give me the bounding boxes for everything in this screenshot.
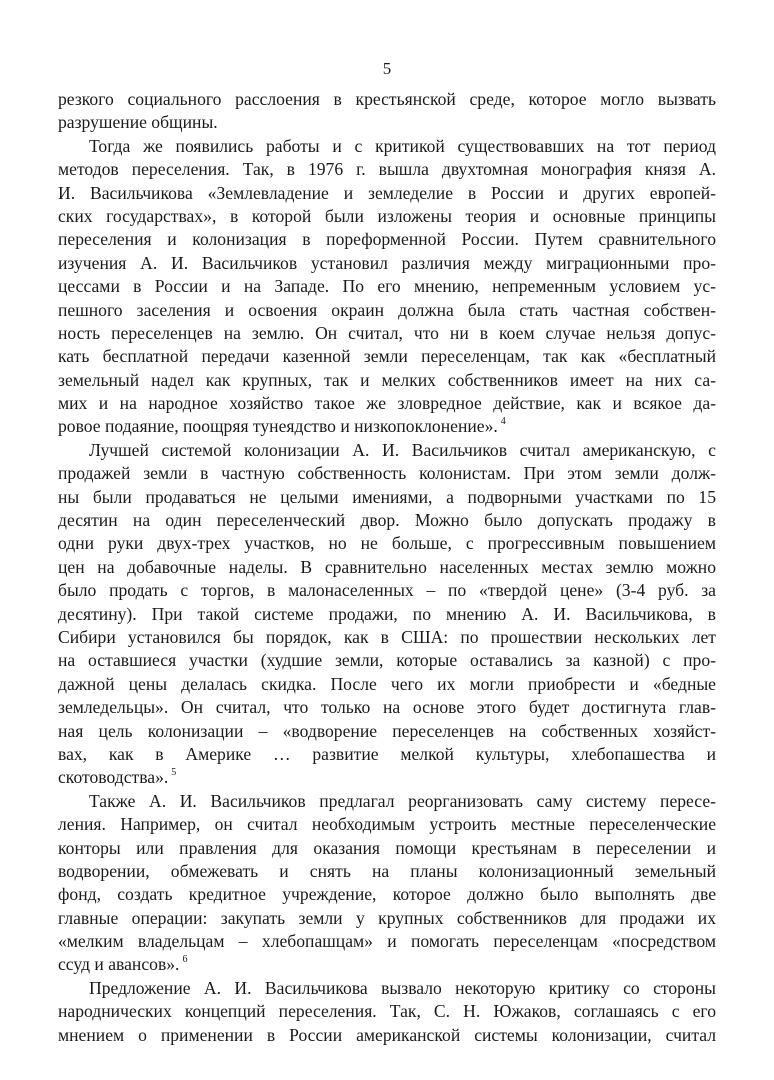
text-line-content: одни руки двух-трех участков, но не больше, с прогрессивным повышением	[58, 533, 716, 554]
text-line	[58, 158, 716, 181]
text-line-content: пешного заселения и освоения окраин должна была стать частная собствен-	[58, 299, 716, 320]
text-line	[58, 252, 716, 275]
text-line	[58, 1000, 716, 1023]
text-line-content: земельный надел как крупных, так и мелких собственников имеет на них са-	[58, 369, 716, 390]
text-line	[58, 486, 716, 509]
text-line	[58, 1024, 716, 1047]
text-line	[58, 977, 716, 1000]
text-line	[58, 860, 716, 883]
text-line-content: методов переселения. Так, в 1976 г. вышла двухтомная монография князя А.	[58, 159, 716, 180]
text-line	[58, 813, 716, 836]
text-line-content: переселения и колонизация в пореформенной России. Путем сравнительного	[58, 229, 716, 250]
text-line-content: дажной цены делалась скидка. После чего их могли приобрести и «бедные	[58, 673, 716, 694]
text-line	[58, 299, 716, 322]
text-line	[58, 720, 716, 743]
body-text	[58, 88, 716, 1047]
text-line-content: скотоводства».	[58, 767, 169, 788]
text-line	[58, 673, 716, 696]
text-line	[58, 556, 716, 579]
text-line	[58, 790, 716, 813]
text-line	[58, 953, 716, 976]
text-line-content: ровое подаяние, поощряя тунеядство и низкопоклонение».	[58, 416, 498, 437]
text-line	[58, 228, 716, 251]
text-line-content: резкого социального расслоения в крестьянской среде, которое могло вызвать	[58, 89, 716, 109]
text-line	[58, 509, 716, 532]
text-line	[58, 696, 716, 719]
text-line-content: ность переселенцев на землю. Он считал, что ни в коем случае нельзя допус-	[58, 322, 716, 343]
text-line	[58, 626, 716, 649]
text-line-content: Предложение А. И. Васильчикова вызвало некоторую критику со стороны	[89, 977, 716, 998]
footnote-marker: 6	[182, 954, 188, 966]
text-line-content: Лучшей системой колонизации А. И. Васильчиков считал американскую, с	[89, 439, 716, 460]
text-line	[58, 579, 716, 602]
text-line-content: И. Васильчикова «Землевладение и земледелие в России и других европей-	[58, 182, 716, 203]
text-line-content: мих и на народное хозяйство такое же зловредное действие, как и всякое да-	[58, 393, 716, 414]
text-line	[58, 462, 716, 485]
text-line-content: ссуд и авансов».	[58, 954, 180, 975]
text-line	[58, 743, 716, 766]
text-line-content: продажей земли в частную собственность колонистам. При этом земли долж-	[58, 463, 716, 484]
text-line	[58, 369, 716, 392]
text-line-content: конторы или правления для оказания помощи крестьянам в переселении и	[58, 837, 716, 858]
text-line-content: изучения А. И. Васильчиков установил различия между миграционными про-	[58, 252, 716, 273]
footnote-marker: 5	[171, 767, 177, 779]
text-line	[58, 930, 716, 953]
text-line	[58, 88, 716, 111]
text-line-content: ная цель колонизации – «водворение переселенцев на собственных хозяйст-	[58, 720, 716, 741]
text-line-content: десятин на один переселенческий двор. Можно было допускать продажу в	[58, 510, 716, 531]
text-line	[58, 439, 716, 462]
text-line-content: фонд, создать кредитное учреждение, которое должно было выполнять две	[58, 884, 716, 905]
text-line	[58, 205, 716, 228]
text-line-content: Также А. И. Васильчиков предлагал реорганизовать саму систему пересе-	[89, 790, 716, 811]
text-line	[58, 111, 716, 134]
text-line-content: ских государствах», в которой были изложены теория и основные принципы	[58, 205, 716, 226]
text-line	[58, 883, 716, 906]
text-line-content: Сибири установился бы порядок, как в США: по прошествии нескольких лет	[58, 626, 716, 647]
text-line-content: водворении, обмежевать и снять на планы колонизационный земельный	[58, 860, 716, 881]
text-line-content: цессами в России и на Западе. По его мнению, непременным условием ус-	[58, 276, 716, 297]
text-line-content: народнических концепций переселения. Так, С. Н. Южаков, соглашаясь с его	[58, 1001, 716, 1022]
text-line-content: цен на добавочные наделы. В сравнительно населенных местах землю можно	[58, 556, 716, 577]
text-line-content: на оставшиеся участки (худшие земли, которые оставались за казной) с про-	[58, 650, 716, 671]
text-line-content: ления. Например, он считал необходимым устроить местные переселенческие	[58, 814, 716, 835]
text-line	[58, 182, 716, 205]
text-line-content: ны были продаваться не целыми имениями, а подворными участками по 15	[58, 486, 716, 507]
text-line-content: кать бесплатной передачи казенной земли переселенцам, так как «бесплатный	[58, 346, 716, 367]
text-line-content: разрушение общины.	[58, 112, 218, 133]
text-line	[58, 837, 716, 860]
text-line-content: главные операции: закупать земли у крупных собственников для продажи их	[58, 907, 716, 928]
footnote-marker: 4	[500, 416, 506, 428]
text-line	[58, 907, 716, 930]
text-line-content: Тогда же появились работы и с критикой существовавших на тот период	[89, 135, 716, 156]
text-line-content: десятину). При такой системе продажи, по мнению А. И. Васильчикова, в	[58, 603, 716, 624]
text-line	[58, 322, 716, 345]
text-line	[58, 135, 716, 158]
page-number: 5	[382, 59, 392, 78]
text-line	[58, 603, 716, 626]
text-line-content: земледельцы». Он считал, что только на основе этого будет достигнута глав-	[58, 697, 716, 718]
text-line-content: было продать с торгов, в малонаселенных – по «твердой цене» (3-4 руб. за	[58, 580, 716, 601]
text-line	[58, 766, 716, 789]
text-line	[58, 392, 716, 415]
text-line	[58, 649, 716, 672]
text-line-content: «мелким владельцам – хлебопашцам» и помогать переселенцам «посредством	[58, 931, 716, 952]
text-line-content: мнением о применении в России американской системы колонизации, считал	[58, 1024, 716, 1045]
text-line	[58, 275, 716, 298]
text-line	[58, 532, 716, 555]
text-line-content: вах, как в Америке … развитие мелкой культуры, хлебопашества и	[58, 743, 716, 764]
text-line	[58, 345, 716, 368]
text-line	[58, 415, 716, 438]
